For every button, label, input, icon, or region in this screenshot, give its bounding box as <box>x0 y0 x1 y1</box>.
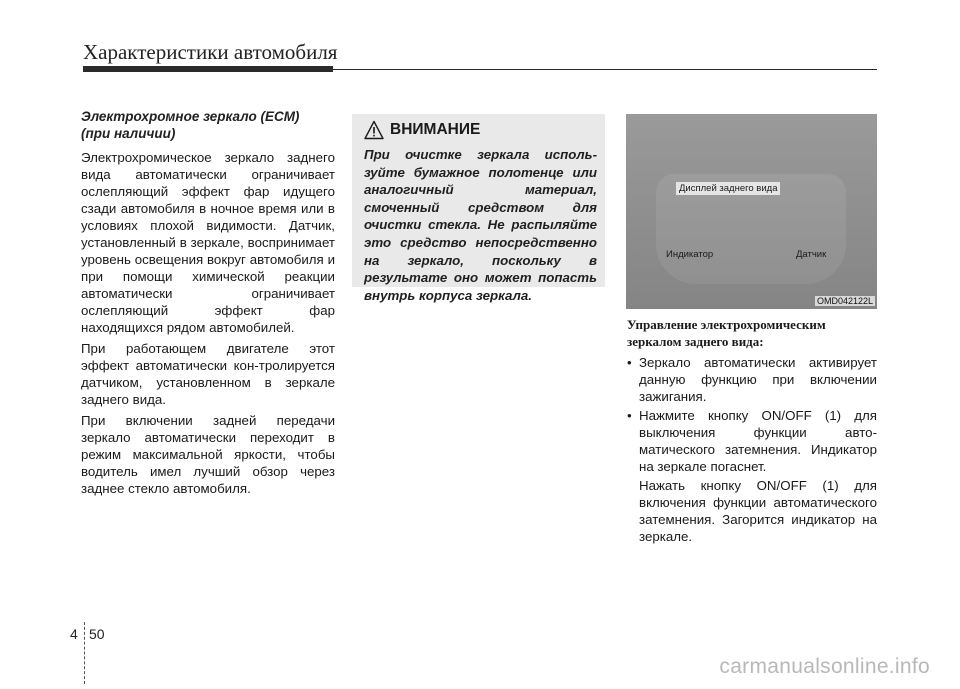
warning-header <box>364 120 480 140</box>
subheading-line1: Управление электрохромическим <box>627 317 826 332</box>
section-title-line2: (при наличии) <box>81 126 176 141</box>
figure-label-sensor: Датчик <box>796 249 827 260</box>
bullet-item <box>627 407 877 475</box>
right-column <box>627 316 877 545</box>
bullet-dot-icon: • <box>627 355 632 370</box>
paragraph-2: При работающем двигателе этот эффект автоматически кон-тролируется датчиком, установленном в зеркале заднего вида. <box>81 341 335 407</box>
watermark: carmanualsonline.info <box>719 655 930 678</box>
bullet-text: Нажмите кнопку ON/OFF (1) для выключения функции авто-матического затемнения. Индикатор на зеркале погаснет. <box>639 408 877 474</box>
paragraph-1: Электрохромическое зеркало заднего вида автоматически ограничивает ослепляющий эффект фар идущего сзади автомобиля в ночное время или в условиях плохой видимости. Датчик, установленный в зеркале, воспринимает уровень освещения вокруг автомобиля и при помощи химической реакции автоматически ограничивает ослепляющий эффект фар находящихся рядом автомобилей. <box>81 150 335 335</box>
page-header-title: Характеристики автомобиля <box>83 40 338 64</box>
bullet-text: Зеркало автоматически активирует данную функцию при включении зажигания. <box>639 355 877 404</box>
warning-triangle-icon <box>364 120 384 140</box>
mirror-figure <box>626 114 877 309</box>
figure-label-indicator: Индикатор <box>666 249 714 260</box>
page-separator <box>84 622 85 684</box>
warning-heading: ВНИМАНИЕ <box>390 121 481 138</box>
section-title-line1: Электрохромное зеркало (ECM) <box>81 109 300 124</box>
subheading-line2: зеркалом заднего вида: <box>627 334 764 349</box>
figure-code: OMD042122L <box>816 296 873 306</box>
section-title <box>81 108 335 142</box>
paragraph-3: При включении задней передачи зеркало автоматически переходит в режим максимальной яркости, чтобы водитель имел лучший обзор через заднее стекло автомобиля. <box>81 413 335 496</box>
header-rule-thick <box>83 66 333 72</box>
page-number: 50 <box>89 626 105 642</box>
chapter-number: 4 <box>70 626 78 642</box>
warning-text: При очистке зеркала исполь-зуйте бумажное полотенце или аналогичный материал, смоченный средством для очистки стекла. Не распыляйте это средство непосредственно на зеркало, поскольку в результате оно может попасть внутрь корпуса зеркала. <box>364 147 597 303</box>
left-column <box>81 108 335 501</box>
subheading <box>627 316 877 350</box>
bullet-dot-icon: • <box>627 408 632 423</box>
figure-label-display: Дисплей заднего вида <box>676 182 780 195</box>
warning-box <box>352 114 605 303</box>
bullet-continuation: Нажать кнопку ON/OFF (1) для включения функции автоматического затемнения. Загорится индикатор на зеркале. <box>639 478 877 544</box>
header-rule-thin <box>333 69 877 70</box>
bullet-item <box>627 354 877 405</box>
